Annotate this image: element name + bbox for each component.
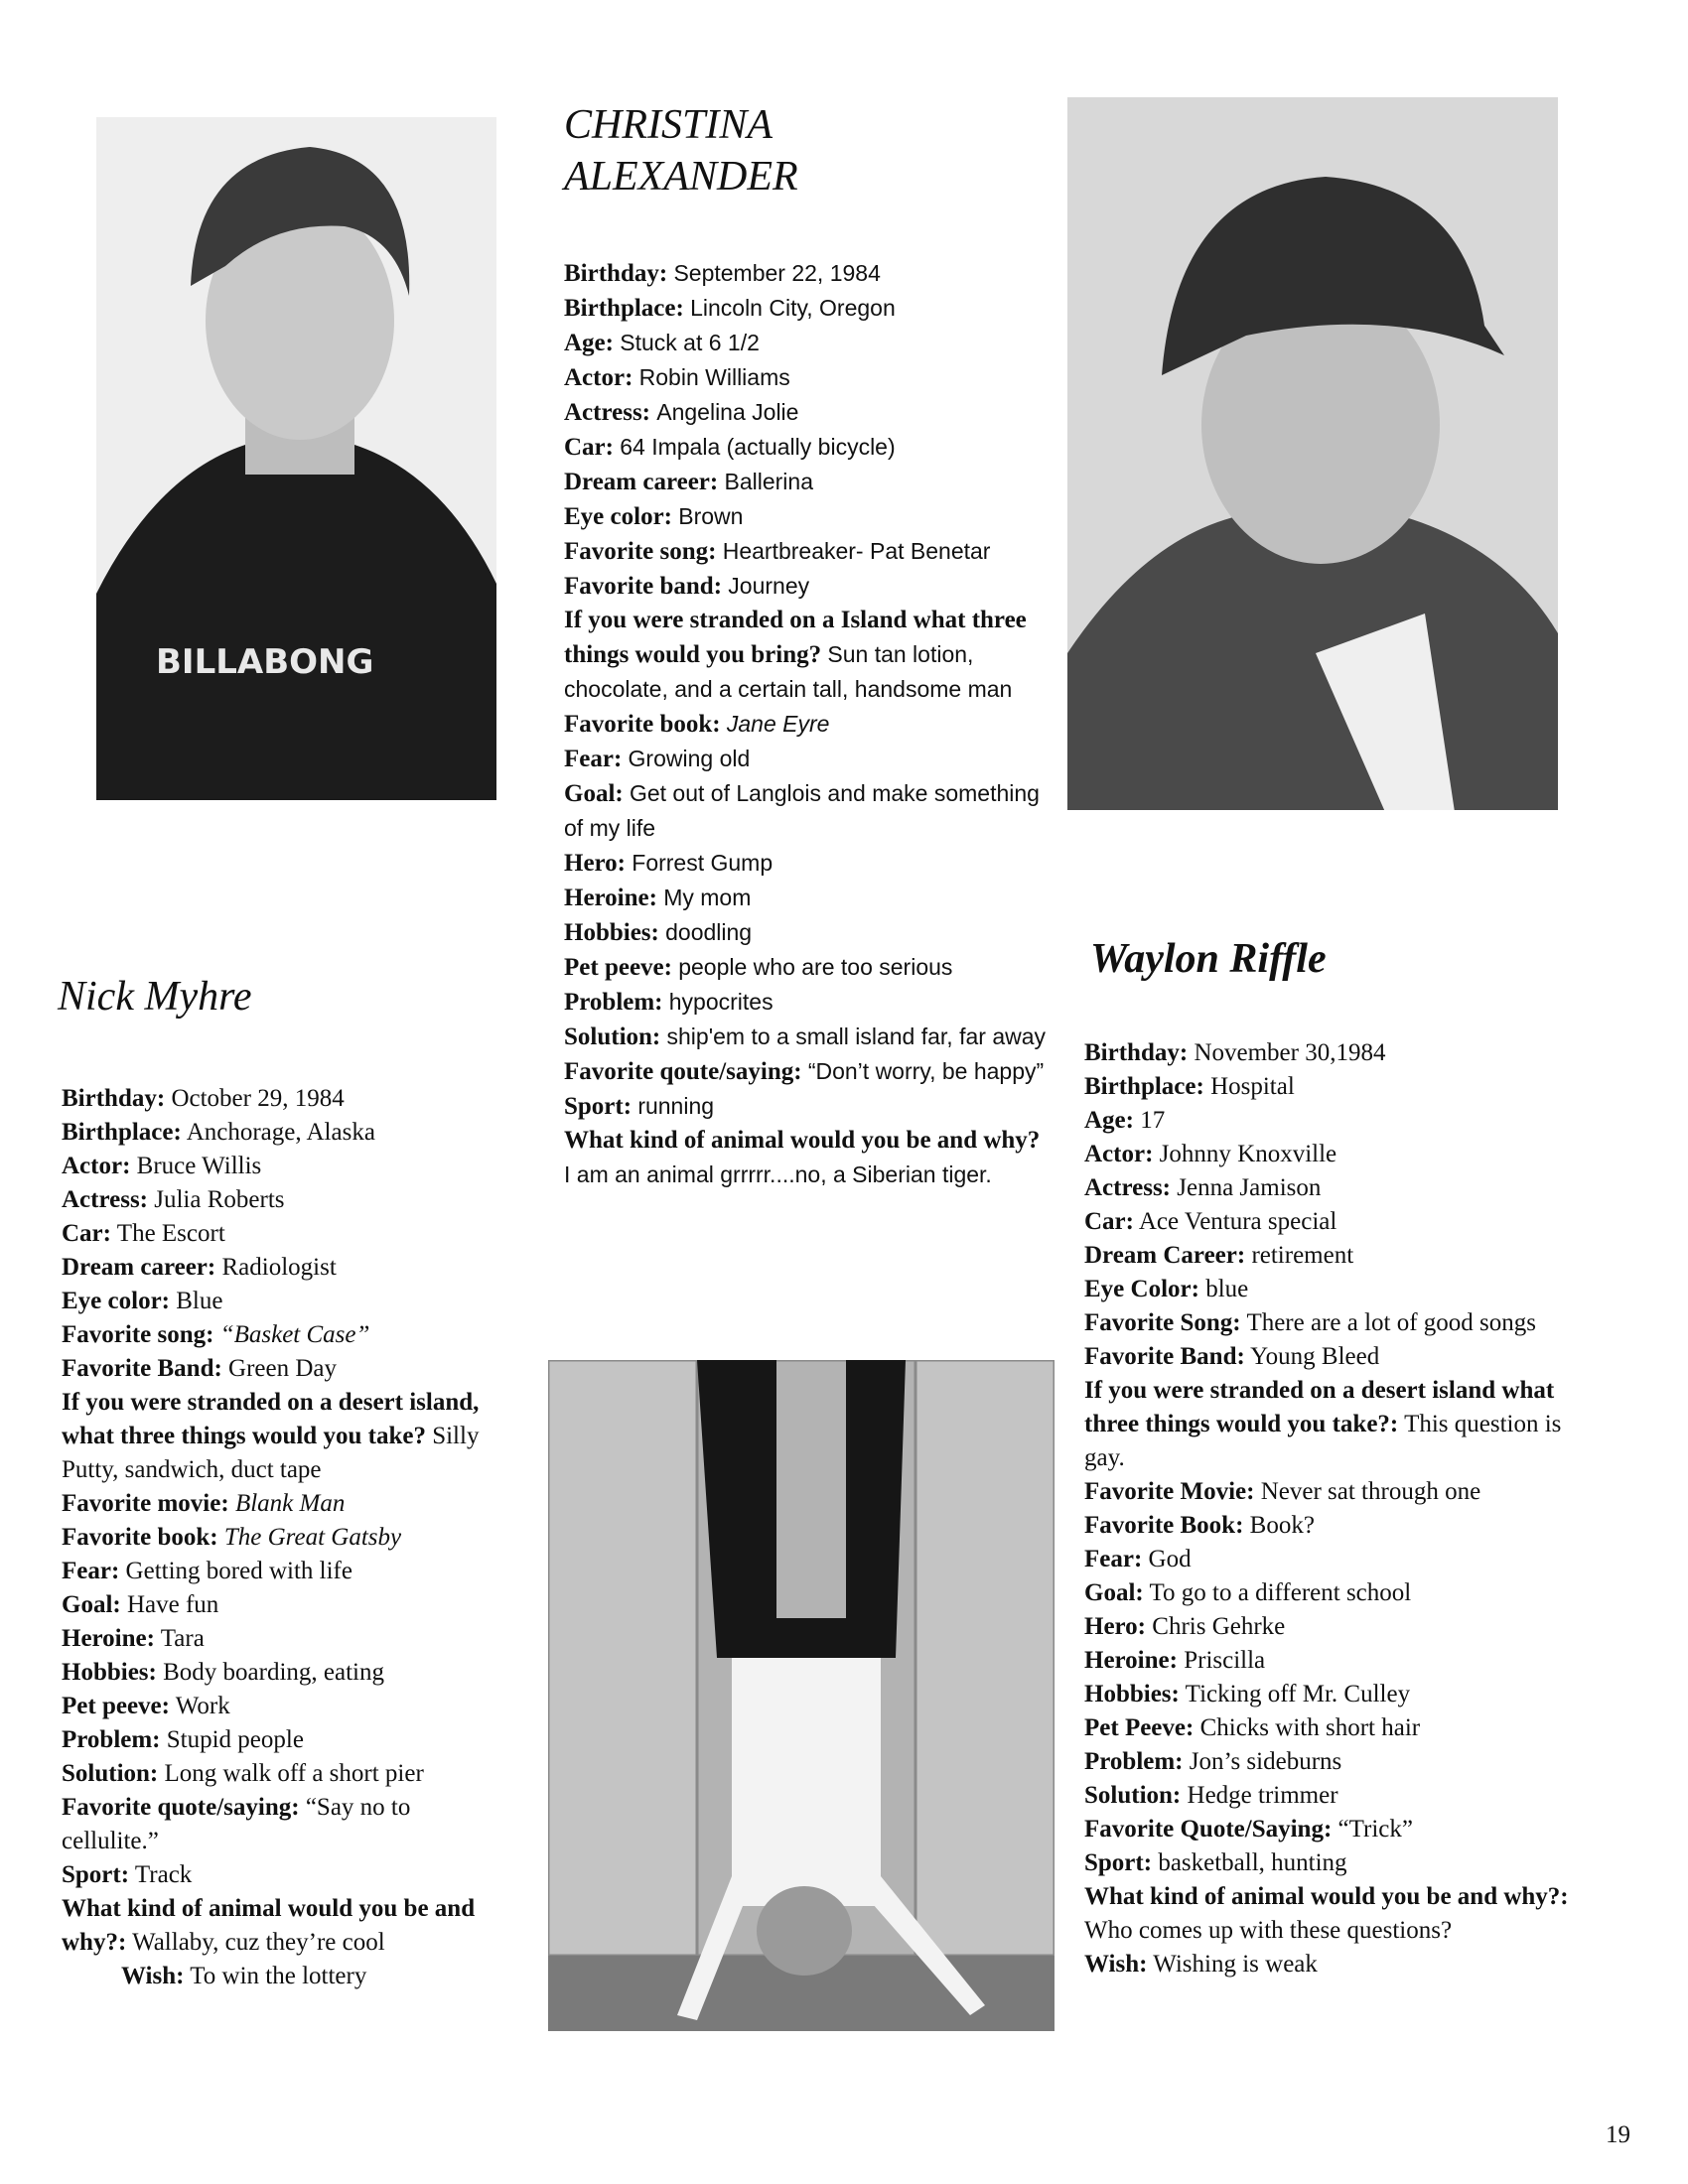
profile-line: Favorite qoute/saying: “Don’t worry, be happy”: [564, 1058, 1045, 1085]
profile-line: What kind of animal would you be and why?: Who comes up with these questions?: [1084, 1883, 1569, 1944]
profile-line: If you were stranded on a Island what three things would you bring? Sun tan lotion, chocolate, and a certain tall, handsome man: [564, 607, 1027, 702]
profile-line: Goal: Have fun: [62, 1591, 219, 1618]
profile-line: Heroine: Tara: [62, 1625, 205, 1652]
profile-line: Car: Ace Ventura special: [1084, 1208, 1337, 1235]
profile-line: Problem: Jon’s sideburns: [1084, 1748, 1342, 1775]
profile-line: Dream Career: retirement: [1084, 1242, 1354, 1269]
profile-line: Problem: hypocrites: [564, 989, 774, 1016]
profile-line: Solution: Long walk off a short pier: [62, 1760, 424, 1787]
profile-line: Solution: Hedge trimmer: [1084, 1782, 1338, 1809]
profile-line: Fear: Growing old: [564, 746, 751, 772]
profile-line: Dream career: Ballerina: [564, 469, 813, 495]
profile-line: Problem: Stupid people: [62, 1726, 304, 1753]
waylon-portrait-photo: [1067, 97, 1558, 810]
profile-line: Favorite quote/saying: “Say no to cellulite.”: [62, 1794, 411, 1854]
profile-line: Birthplace: Hospital: [1084, 1073, 1295, 1100]
profile-line: Dream career: Radiologist: [62, 1254, 337, 1281]
profile-line: Heroine: My mom: [564, 885, 752, 911]
profile-line: Favorite song: Heartbreaker- Pat Benetar: [564, 538, 991, 565]
christina-name: [564, 99, 798, 203]
christina-profile: [564, 256, 1051, 1192]
profile-line: Birthday: November 30,1984: [1084, 1039, 1386, 1066]
profile-line: Pet peeve: Work: [62, 1693, 230, 1719]
profile-line: Birthplace: Lincoln City, Oregon: [564, 295, 896, 322]
profile-line: Fear: Getting bored with life: [62, 1558, 352, 1584]
profile-line: Wish: Wishing is weak: [1084, 1951, 1318, 1978]
profile-line: Actor: Robin Williams: [564, 364, 790, 391]
profile-line: Eye Color: blue: [1084, 1276, 1249, 1302]
nick-profile: [62, 1082, 513, 1993]
profile-line: Goal: Get out of Langlois and make something of my life: [564, 780, 1040, 841]
profile-line: Favorite Quote/Saying: “Trick”: [1084, 1816, 1413, 1843]
profile-line: Favorite book: Jane Eyre: [564, 711, 830, 738]
profile-line: If you were stranded on a desert island, what three things would you take? Silly Putty, sandwich, duct tape: [62, 1389, 480, 1483]
profile-line: Eye color: Brown: [564, 503, 744, 530]
christina-name-line2: ALEXANDER: [564, 154, 798, 200]
waylon-name: Waylon Riffle: [1090, 936, 1327, 982]
profile-line: Pet Peeve: Chicks with short hair: [1084, 1714, 1421, 1741]
profile-line: Car: The Escort: [62, 1220, 225, 1247]
profile-line: Favorite Band: Green Day: [62, 1355, 338, 1382]
profile-line: Actor: Bruce Willis: [62, 1153, 262, 1179]
profile-line: Age: 17: [1084, 1107, 1166, 1134]
profile-line: Wish: To win the lottery: [121, 1963, 367, 1989]
profile-line: Birthday: September 22, 1984: [564, 260, 881, 287]
profile-line: Hero: Chris Gehrke: [1084, 1613, 1286, 1640]
waylon-profile: [1084, 1036, 1581, 1981]
profile-line: Hobbies: doodling: [564, 919, 753, 946]
profile-line: Goal: To go to a different school: [1084, 1579, 1412, 1606]
profile-line: Solution: ship'em to a small island far, far away: [564, 1024, 1047, 1050]
profile-line: Car: 64 Impala (actually bicycle): [564, 434, 896, 461]
profile-line: Sport: running: [564, 1093, 715, 1120]
profile-line: Favorite movie: Blank Man: [62, 1490, 346, 1517]
profile-line: Hobbies: Body boarding, eating: [62, 1659, 384, 1686]
profile-line: Eye color: Blue: [62, 1288, 223, 1314]
profile-line: Hero: Forrest Gump: [564, 850, 774, 877]
profile-line: If you were stranded on a desert island what three things would you take?: This question is gay.: [1084, 1377, 1562, 1471]
profile-line: Actress: Angelina Jolie: [564, 399, 799, 426]
profile-line: What kind of animal would you be and why?: Wallaby, cuz they’re cool: [62, 1895, 476, 1956]
profile-line: Hobbies: Ticking off Mr. Culley: [1084, 1681, 1411, 1707]
nick-name: Nick Myhre: [58, 974, 252, 1020]
profile-line: What kind of animal would you be and why? I am an animal grrrrr....no, a Siberian tiger.: [564, 1127, 1041, 1187]
handstand-locker-photo: [548, 1360, 1055, 2031]
profile-line: Actress: Jenna Jamison: [1084, 1174, 1322, 1201]
profile-line: Heroine: Priscilla: [1084, 1647, 1266, 1674]
profile-line: Sport: Track: [62, 1861, 193, 1888]
profile-line: Favorite song: “Basket Case”: [62, 1321, 370, 1348]
profile-line: Pet peeve: people who are too serious: [564, 954, 953, 981]
profile-line: Favorite band: Journey: [564, 573, 810, 600]
profile-line: Fear: God: [1084, 1546, 1192, 1572]
page-number: 19: [1606, 2121, 1630, 2148]
profile-line: Favorite Song: There are a lot of good songs: [1084, 1309, 1537, 1336]
profile-line: Favorite Movie: Never sat through one: [1084, 1478, 1481, 1505]
profile-line: Actress: Julia Roberts: [62, 1186, 285, 1213]
profile-line: Favorite Band: Young Bleed: [1084, 1343, 1380, 1370]
christina-name-line1: CHRISTINA: [564, 102, 773, 148]
profile-line: Favorite book: The Great Gatsby: [62, 1524, 402, 1551]
profile-line: Age: Stuck at 6 1/2: [564, 330, 760, 356]
profile-line: Actor: Johnny Knoxville: [1084, 1141, 1337, 1167]
profile-line: Favorite Book: Book?: [1084, 1512, 1315, 1539]
nick-portrait-photo: [96, 117, 496, 800]
profile-line: Birthplace: Anchorage, Alaska: [62, 1119, 375, 1146]
profile-line: Birthday: October 29, 1984: [62, 1085, 345, 1112]
nick-shirt-logo: BILLABONG: [156, 642, 374, 682]
profile-line: Sport: basketball, hunting: [1084, 1849, 1347, 1876]
